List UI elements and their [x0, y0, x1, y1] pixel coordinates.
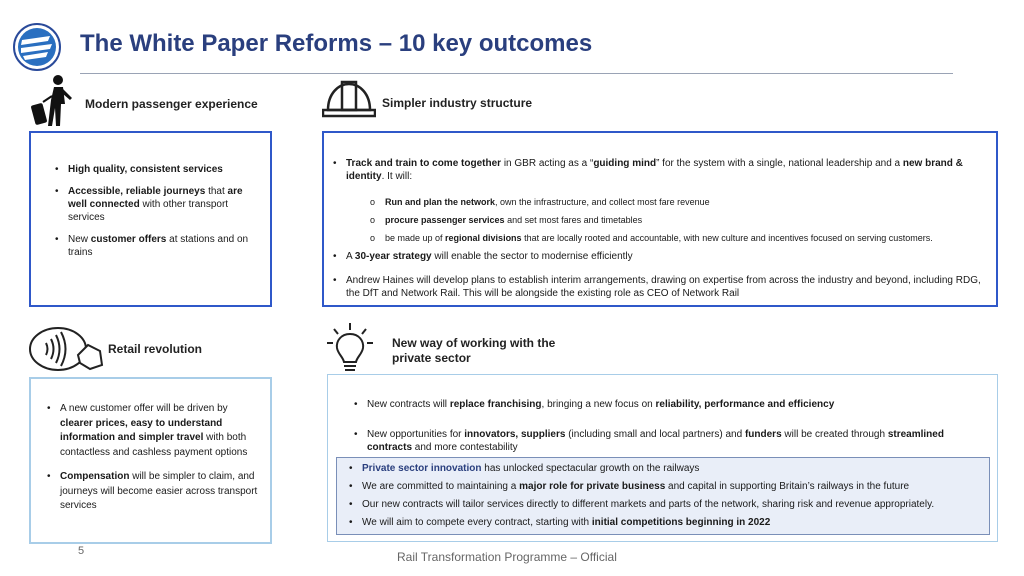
traveller-luggage-icon [30, 74, 78, 128]
page-title: The White Paper Reforms – 10 key outcomes [80, 30, 593, 57]
private-highlight-box [336, 457, 990, 535]
contactless-payment-icon [28, 325, 104, 373]
section-title-private: New way of working with the private sector [392, 336, 556, 365]
header-divider [80, 73, 953, 74]
list-item: • We will aim to compete every contract, starting with initial competitions beginning in 2022 [362, 516, 987, 529]
section-title-retail: Retail revolution [108, 342, 203, 356]
list-item: • We are committed to maintaining a major role for private business and capital in supporting Britain’s railways in the future [362, 480, 987, 493]
list-item: • New opportunities for innovators, suppliers (including small and local partners) and funders will be created through streamlined contracts and more contestability [367, 428, 987, 454]
list-item: o procure passenger services and set most fares and timetables [385, 214, 990, 226]
list-item: o be made up of regional divisions that are locally rooted and accountable, with new culture and incentives focused on serving customers. [385, 232, 990, 244]
footer-text: Rail Transformation Programme – Official [397, 550, 617, 564]
list-item: • New customer offers at stations and on trains [68, 233, 258, 259]
section-title-passenger: Modern passenger experience [85, 97, 258, 111]
passenger-box [29, 131, 272, 307]
section-title-structure: Simpler industry structure [382, 96, 533, 110]
list-item: • Our new contracts will tailor services directly to different markets and parts of the network, sharing risk and revenue appropriately. [362, 498, 987, 511]
structure-box [322, 131, 998, 307]
list-item: • Private sector innovation has unlocked spectacular growth on the railways [362, 462, 987, 475]
page-number: 5 [78, 545, 85, 557]
list-item: • A 30-year strategy will enable the sector to modernise efficiently [346, 250, 991, 263]
list-item: • High quality, consistent services [68, 163, 258, 176]
list-item: • Andrew Haines will develop plans to establish interim arrangements, drawing on expertise from across the industry and beyond, including RDG, the DfT and Network Rail. This will be alongside the existing role as CEO of Network Rail [346, 274, 991, 300]
lightbulb-icon [325, 321, 375, 375]
list-item: • New contracts will replace franchising, bringing a new focus on reliability, performance and efficiency [367, 398, 987, 411]
retail-box [29, 377, 272, 544]
list-item: • A new customer offer will be driven by clearer prices, easy to understand information and simpler travel with both contactless and cashless payment options [60, 402, 258, 460]
list-item: • Compensation will be simpler to claim, and journeys will become easier across transport services [60, 470, 258, 514]
list-item: • Accessible, reliable journeys that are well connected with other transport services [68, 185, 258, 224]
rail-logo-icon [12, 22, 62, 72]
list-item: o Run and plan the network, own the infrastructure, and collect most fare revenue [385, 196, 990, 208]
hard-hat-icon [322, 80, 376, 118]
list-item: • Track and train to come together in GBR acting as a “guiding mind” for the system with a single, national leadership and a new brand & identity. It will: [346, 157, 991, 183]
